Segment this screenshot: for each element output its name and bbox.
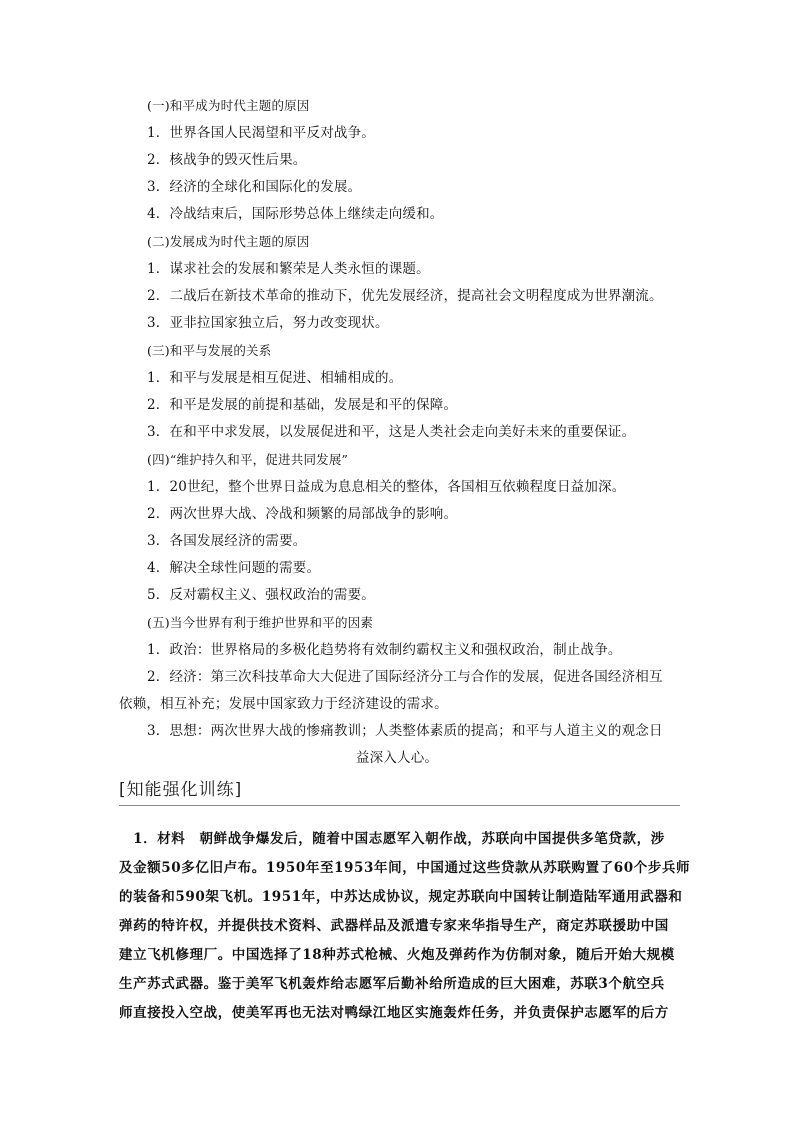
paragraph-line: 建立飞机修理厂。中国选择了18种苏式枪械、火炮及弹药作为仿制对象，随后开始大规模 — [119, 947, 675, 963]
list-item-continuation: 依赖，相互补充；发展中国家致力于经济建设的需求。 — [119, 696, 448, 712]
list-item: 2．二战后在新技术革命的推动下，优先发展经济，提高社会文明程度成为世界潮流。 — [147, 288, 663, 304]
list-item: 3．各国发展经济的需要。 — [147, 533, 307, 549]
section-heading-5: (五)当今世界有利于维护世界和平的因素 — [147, 615, 374, 630]
section-heading-3: (三)和平与发展的关系 — [147, 343, 272, 358]
list-item: 3．亚非拉国家独立后，努力改变现状。 — [147, 315, 389, 331]
list-item: 1．政治：世界格局的多极化趋势将有效制约霸权主义和强权政治，制止战争。 — [147, 642, 622, 658]
paragraph-line: 1．材料 朝鲜战争爆发后，随着中国志愿军入朝作战，苏联向中国提供多笔贷款，涉 — [119, 831, 665, 847]
list-item: 2．两次世界大战、冷战和频繁的局部战争的影响。 — [147, 506, 458, 522]
list-item: 1．20世纪，整个世界日益成为息息相关的整体，各国相互依赖程度日益加深。 — [147, 479, 626, 495]
training-section-title: [知能强化训练] — [119, 780, 243, 800]
paragraph-line: 弹药的特许权，并提供技术资料、武器样品及派遣专家来华指导生产，商定苏联援助中国 — [119, 918, 669, 934]
list-item: 4．冷战结束后，国际形势总体上继续走向缓和。 — [147, 206, 444, 222]
list-item: 1．世界各国人民渴望和平反对战争。 — [147, 125, 375, 141]
list-item: 2．经济：第三次科技革命大大促进了国际经济分工与合作的发展，促进各国经济相互 — [147, 669, 663, 685]
section-heading-2: (二)发展成为时代主题的原因 — [147, 234, 310, 249]
section-heading-1: (一)和平成为时代主题的原因 — [147, 98, 310, 113]
list-item-continuation: 益深入人心。 — [355, 750, 439, 766]
paragraph-line: 及金额50多亿旧卢布。1950年至1953年间，中国通过这些贷款从苏联购置了60个步兵师 — [119, 860, 691, 876]
training-section-header — [119, 779, 680, 806]
list-item: 4．解决全球性问题的需要。 — [147, 560, 321, 576]
list-item: 2．和平是发展的前提和基础，发展是和平的保障。 — [147, 397, 458, 413]
paragraph-line: 的装备和590架飞机。1951年，中苏达成协议，规定苏联向中国转让制造陆军通用武器和 — [119, 889, 683, 905]
list-item: 5．反对霸权主义、强权政治的需要。 — [147, 587, 375, 603]
list-item: 3．经济的全球化和国际化的发展。 — [147, 179, 362, 195]
paragraph-line: 师直接投入空战，使美军再也无法对鸭绿江地区实施轰炸任务，并负责保护志愿军的后方 — [119, 1005, 669, 1021]
list-item: 1．和平与发展是相互促进、相辅相成的。 — [147, 370, 403, 386]
list-item: 3．思想：两次世界大战的惨痛教训；人类整体素质的提高；和平与人道主义的观念日 — [147, 723, 663, 739]
paragraph-line: 生产苏式武器。鉴于美军飞机轰炸给志愿军后勤补给所造成的巨大困难，苏联3个航空兵 — [119, 976, 665, 992]
list-item: 1．谋求社会的发展和繁荣是人类永恒的课题。 — [147, 261, 430, 277]
list-item: 2．核战争的毁灭性后果。 — [147, 152, 307, 168]
list-item: 3．在和平中求发展，以发展促进和平，这是人类社会走向美好未来的重要保证。 — [147, 424, 636, 440]
section-heading-4: (四)“维护持久和平，促进共同发展” — [147, 452, 349, 467]
